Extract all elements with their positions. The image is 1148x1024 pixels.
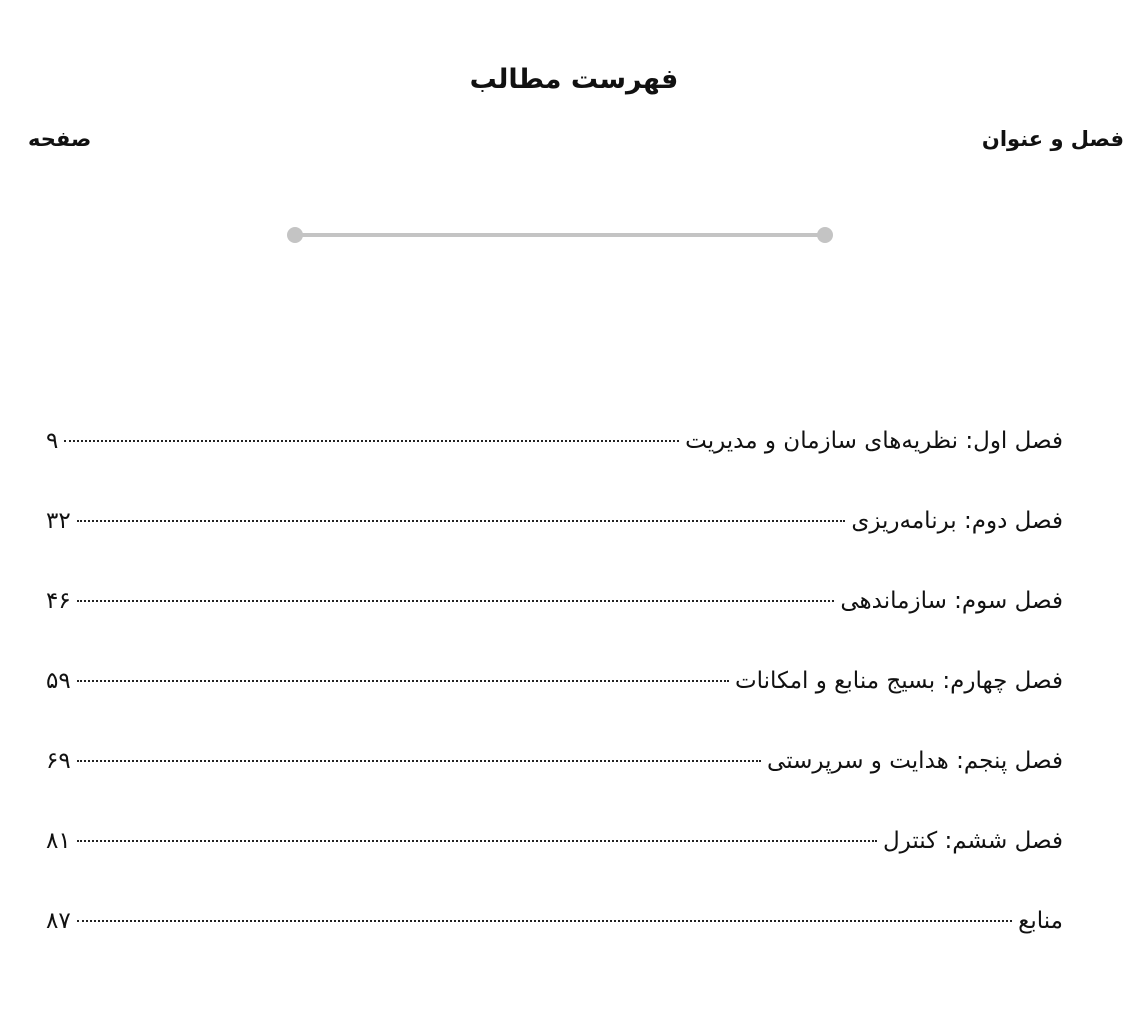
toc-entry-page: ۴۶ bbox=[46, 588, 71, 614]
toc-entry-title: فصل ششم: کنترل bbox=[882, 828, 1063, 854]
divider-line bbox=[293, 233, 827, 237]
toc-entry-page: ۸۷ bbox=[46, 908, 71, 934]
toc-entry-title: فصل اول: نظریه‌های سازمان و مدیریت bbox=[685, 428, 1063, 454]
toc-leader-dots bbox=[64, 440, 679, 442]
toc-leader-dots bbox=[77, 920, 1012, 922]
toc-entry-page: ۸۱ bbox=[46, 828, 71, 854]
toc-entry-page: ۵۹ bbox=[46, 668, 71, 694]
toc-entry[interactable] bbox=[46, 418, 1063, 498]
divider-end-dot-left bbox=[287, 227, 303, 243]
decorative-divider bbox=[287, 227, 833, 243]
toc-entry-page: ۹ bbox=[46, 428, 59, 454]
toc-entry-title: فصل دوم: برنامه‌ریزی bbox=[851, 508, 1063, 534]
divider-end-dot-right bbox=[817, 227, 833, 243]
toc-entry[interactable] bbox=[46, 498, 1063, 578]
toc-entry-title: منابع bbox=[1018, 908, 1063, 934]
page-column-header: صفحه bbox=[28, 127, 92, 151]
toc-entry-title: فصل سوم: سازماندهی bbox=[840, 588, 1063, 614]
toc-entry-title: فصل چهارم: بسیج منابع و امکانات bbox=[734, 668, 1063, 694]
toc-entry[interactable] bbox=[46, 898, 1063, 978]
toc-entry-page: ۳۲ bbox=[46, 508, 71, 534]
toc-leader-dots bbox=[77, 600, 835, 602]
toc-entry[interactable] bbox=[46, 658, 1063, 738]
toc-entry-title: فصل پنجم: هدایت و سرپرستی bbox=[767, 748, 1063, 774]
toc-leader-dots bbox=[77, 760, 761, 762]
toc-entry-page: ۶۹ bbox=[46, 748, 71, 774]
toc-entry[interactable] bbox=[46, 818, 1063, 898]
toc-leader-dots bbox=[77, 840, 877, 842]
toc-leader-dots bbox=[77, 520, 846, 522]
toc-entry[interactable] bbox=[46, 738, 1063, 818]
chapter-column-header: فصل و عنوان bbox=[981, 127, 1124, 151]
toc-leader-dots bbox=[77, 680, 729, 682]
page-title: فهرست مطالب bbox=[469, 64, 679, 95]
toc-entry[interactable] bbox=[46, 578, 1063, 658]
table-of-contents bbox=[46, 418, 1063, 978]
